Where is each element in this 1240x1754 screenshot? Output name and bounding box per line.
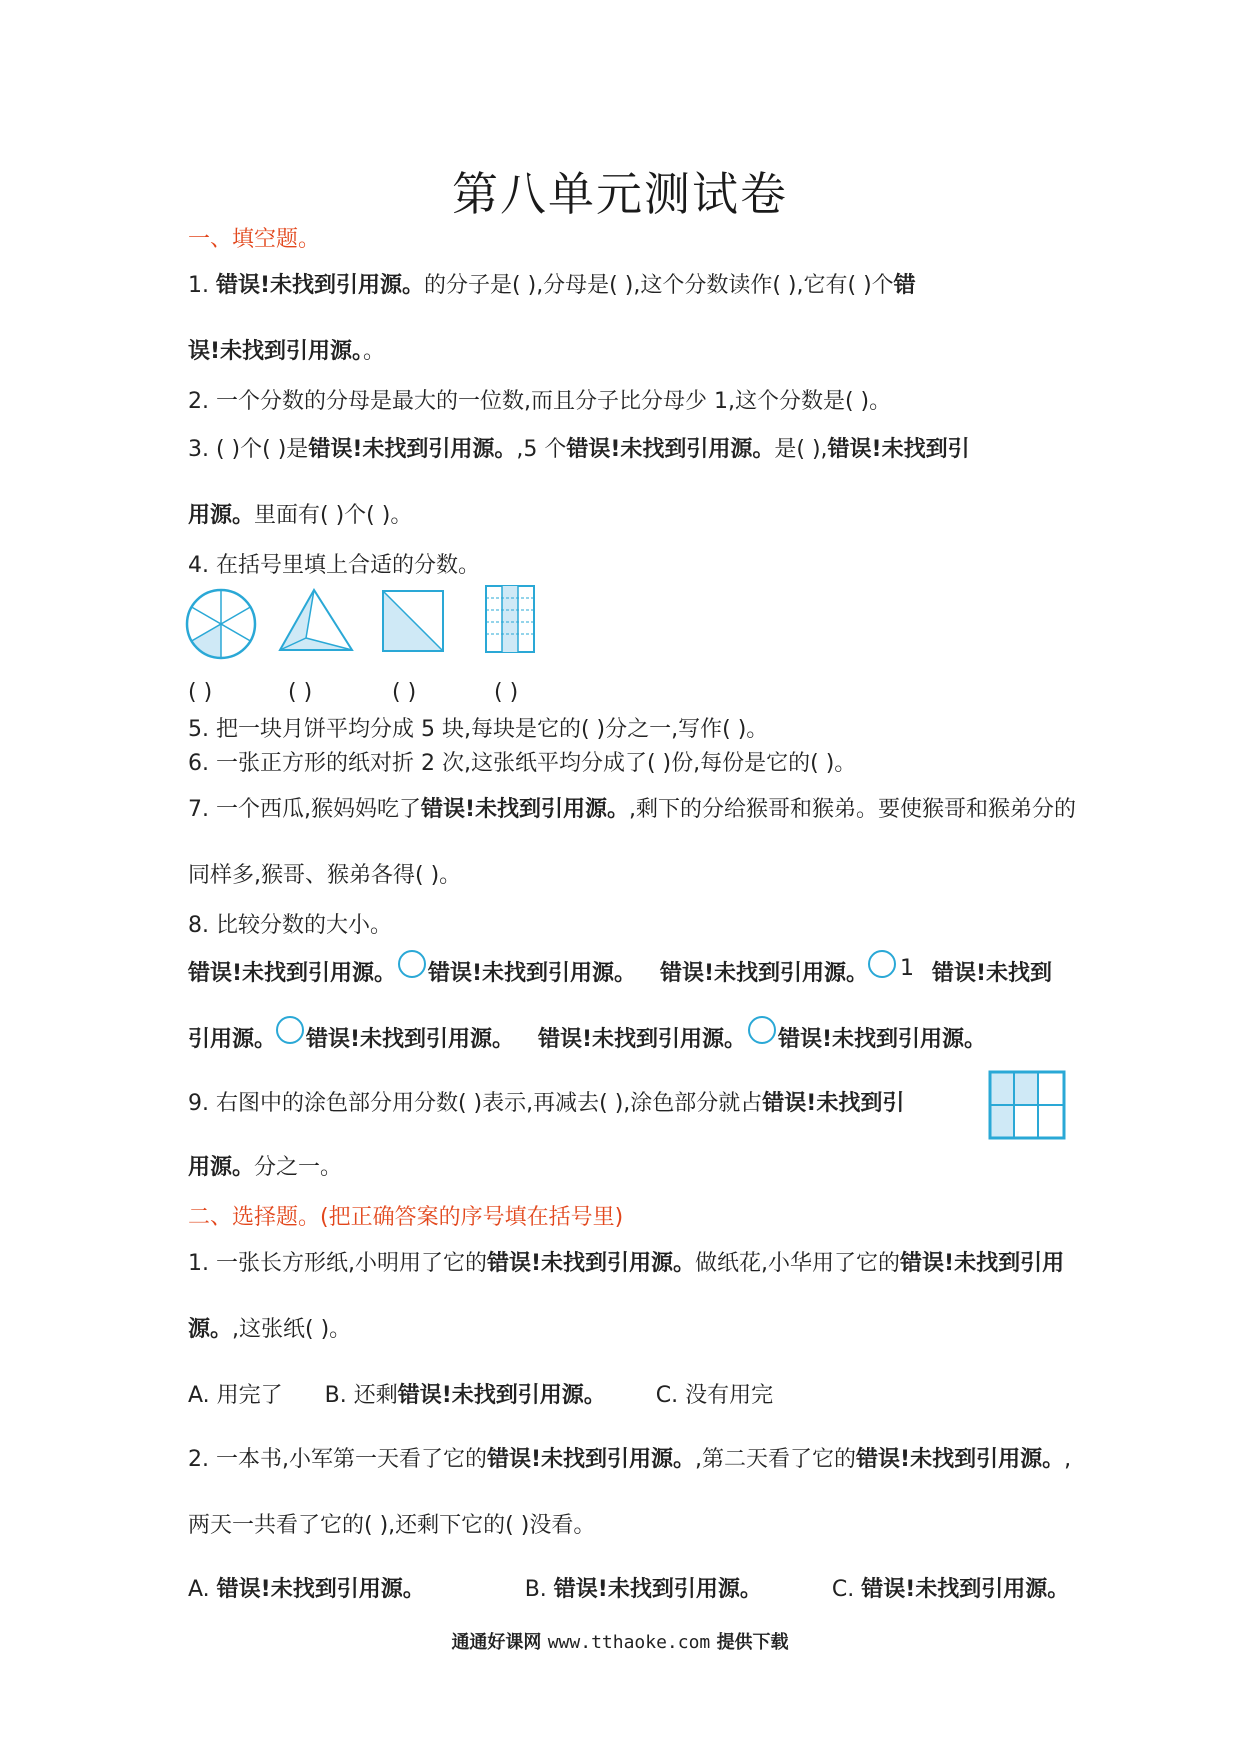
footer-url[interactable]: www.tthaoke.com [547, 1632, 711, 1653]
compare-circle-blank[interactable] [398, 950, 426, 978]
compare-fraction: 错误!未找到引用源。 [538, 1027, 747, 1052]
question-5: 5. 把一块月饼平均分成 5 块,每块是它的( )分之一,写作( )。 [188, 717, 769, 742]
choice-1-line-2: 源。,这张纸( )。 [188, 1317, 352, 1342]
option-b[interactable]: B. 错误!未找到引用源。 [524, 1577, 762, 1602]
question-3-line-1: 3. ( )个( )是错误!未找到引用源。,5 个错误!未找到引用源。是( ),错误!未找到引 [188, 437, 970, 462]
compare-number-one: 1 [900, 956, 914, 981]
option-a[interactable]: A. 用完了 [188, 1383, 283, 1408]
compare-fraction: 错误!未找到 [932, 961, 1053, 986]
question-9-line-1: 9. 右图中的涂色部分用分数( )表示,再减去( ),涂色部分就占错误!未找到引 [188, 1091, 905, 1116]
question-7-line-1: 7. 一个西瓜,猴妈妈吃了错误!未找到引用源。,剩下的分给猴哥和猴弟。要使猴哥和猴弟分的 [188, 797, 1077, 822]
pyramid-triangle-figure [278, 588, 354, 652]
answer-blank[interactable]: ( ) [392, 680, 417, 705]
question-1-line-1: 1. 错误!未找到引用源。的分子是( ),分母是( ),这个分数读作( ),它有( )个错 [188, 273, 916, 298]
error-reference: 误!未找到引用源。 [188, 339, 364, 364]
compare-circle-blank[interactable] [276, 1016, 304, 1044]
section-fill-blank-heading: 一、填空题。 [188, 227, 321, 252]
compare-fraction: 错误!未找到引用源。 [188, 961, 397, 986]
page-title: 第八单元测试卷 [452, 167, 788, 221]
rectangle-grid-figure [484, 584, 536, 654]
compare-fraction: 错误!未找到引用源。 [428, 961, 637, 986]
option-a[interactable]: A. 错误!未找到引用源。 [188, 1577, 425, 1602]
option-c[interactable]: C. 错误!未找到引用源。 [831, 1577, 1070, 1602]
footer: 通通好课网 www.tthaoke.com 提供下载 [451, 1632, 789, 1653]
compare-fraction: 错误!未找到引用源。 [778, 1027, 987, 1052]
choice-2-line-1: 2. 一本书,小军第一天看了它的错误!未找到引用源。,第二天看了它的错误!未找到引用源。, [188, 1447, 1072, 1472]
question-4: 4. 在括号里填上合适的分数。 [188, 553, 480, 578]
compare-circle-blank[interactable] [868, 950, 896, 978]
choice-2-line-2: 两天一共看了它的( ),还剩下它的( )没看。 [188, 1513, 596, 1538]
question-7-line-2: 同样多,猴哥、猴弟各得( )。 [188, 863, 462, 888]
answer-blank[interactable]: ( ) [288, 680, 313, 705]
question-1-line-2: 误!未找到引用源。。 [188, 339, 386, 364]
question-9-line-2: 用源。分之一。 [188, 1155, 343, 1180]
question-6: 6. 一张正方形的纸对折 2 次,这张纸平均分成了( )份,每份是它的( )。 [188, 751, 857, 776]
answer-blank[interactable]: ( ) [188, 680, 213, 705]
choice-1-line-1: 1. 一张长方形纸,小明用了它的错误!未找到引用源。做纸花,小华用了它的错误!未找到引用 [188, 1251, 1065, 1276]
choice-2-options [188, 1572, 1069, 1603]
compare-circle-blank[interactable] [748, 1016, 776, 1044]
question-8: 8. 比较分数的大小。 [188, 913, 392, 938]
circle-sixths-figure [185, 588, 257, 660]
option-c[interactable]: C. 没有用完 [655, 1383, 774, 1408]
option-b[interactable]: B. 还剩错误!未找到引用源。 [324, 1383, 606, 1408]
compare-fraction: 引用源。 [188, 1027, 277, 1052]
compare-fraction: 错误!未找到引用源。 [660, 961, 869, 986]
question-3-line-2: 用源。里面有( )个( )。 [188, 503, 413, 528]
choice-1-options [188, 1378, 773, 1409]
square-diagonal-figure [380, 588, 446, 654]
answer-blank[interactable]: ( ) [494, 680, 519, 705]
compare-fraction: 错误!未找到引用源。 [306, 1027, 515, 1052]
question-2: 2. 一个分数的分母是最大的一位数,而且分子比分母少 1,这个分数是( )。 [188, 389, 892, 414]
shaded-grid-figure [988, 1070, 1066, 1140]
section-choice-heading: 二、选择题。(把正确答案的序号填在括号里) [188, 1205, 624, 1230]
error-reference: 错误!未找到引用源。 [215, 273, 425, 298]
